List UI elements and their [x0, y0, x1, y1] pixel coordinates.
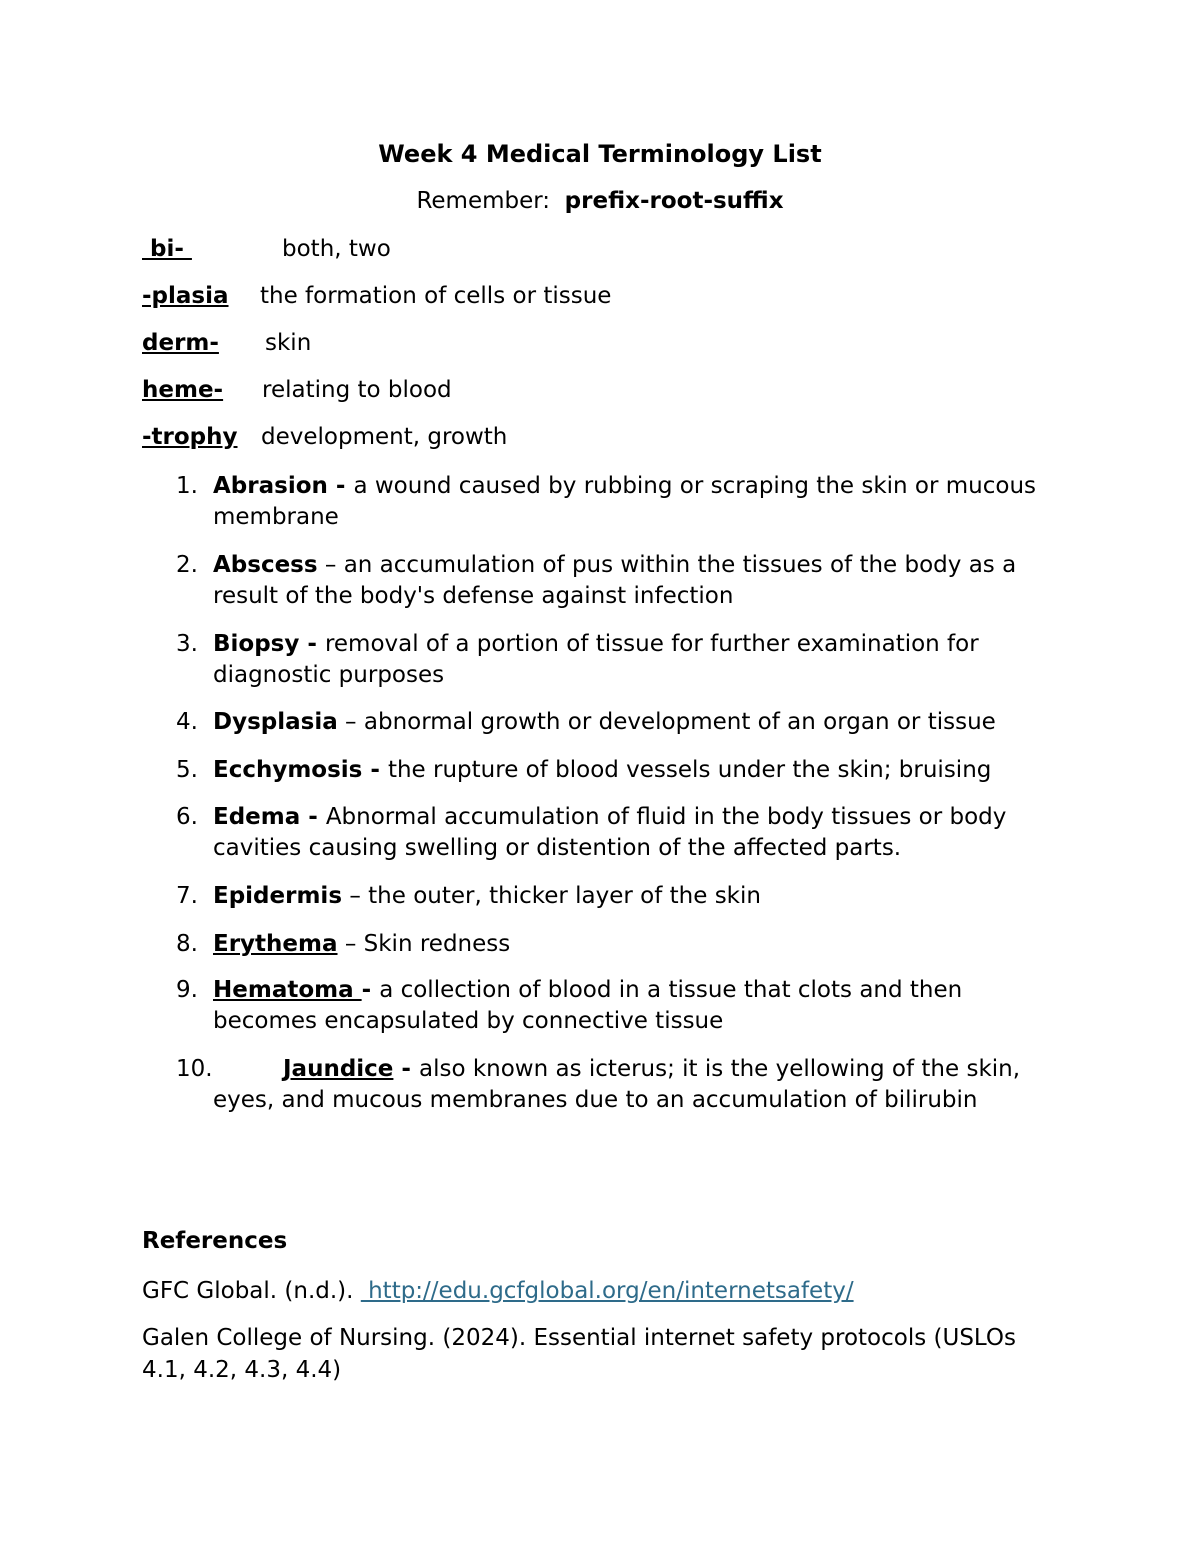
list-number: 9. — [176, 977, 198, 1003]
term-name: Dysplasia — [213, 709, 338, 735]
list-item-text — [213, 629, 1073, 691]
references-heading: References — [142, 1228, 288, 1254]
word-part-def: development, growth — [261, 424, 508, 450]
list-item-text — [213, 929, 1073, 960]
list-number: 3. — [176, 631, 198, 657]
list-number: 2. — [176, 552, 198, 578]
list-number: 7. — [176, 883, 198, 909]
word-part-def: the formation of cells or tissue — [260, 283, 612, 309]
term-separator: – — [337, 931, 364, 957]
term-definition: a collection of blood in a tissue that clots and then becomes encapsulated by connective tissue — [213, 977, 963, 1034]
subtitle-label: Remember: — [416, 188, 551, 214]
term-separator: – — [337, 709, 364, 735]
term-name: Jaundice — [283, 1056, 394, 1082]
term-name: Edema — [213, 804, 301, 830]
list-item-text — [213, 471, 1073, 533]
word-part-key: -plasia — [142, 283, 229, 309]
list-item-text — [213, 975, 1073, 1037]
term-definition: the rupture of blood vessels under the skin; bruising — [387, 757, 992, 783]
term-name: Epidermis — [213, 883, 343, 909]
term-definition: an accumulation of pus within the tissues of the body as a result of the body's defense against infection — [213, 552, 1017, 609]
reference-entry — [142, 1275, 1062, 1307]
reference-text: GFC Global. (n.d.). — [142, 1278, 361, 1304]
term-separator: - — [327, 473, 354, 499]
reference-link[interactable]: http://edu.gcfglobal.org/en/internetsafety/ — [360, 1278, 854, 1304]
term-definition: a wound caused by rubbing or scraping the skin or mucous membrane — [213, 473, 1037, 530]
term-definition: Skin redness — [363, 931, 511, 957]
list-number: 5. — [176, 757, 198, 783]
word-part-def: relating to blood — [262, 377, 452, 403]
list-number: 1. — [176, 473, 198, 499]
list-item-text — [213, 802, 1073, 864]
term-separator: - — [362, 757, 388, 783]
term-name: Abscess — [213, 552, 318, 578]
term-separator: - — [393, 1056, 419, 1082]
reference-text: Galen College of Nursing. (2024). Essential internet safety protocols (USLOs 4.1, 4.2, 4.3, 4.4) — [142, 1325, 1016, 1383]
list-item-text — [213, 1054, 1073, 1116]
list-item-text — [213, 707, 1073, 738]
term-definition: removal of a portion of tissue for further examination for diagnostic purposes — [213, 631, 979, 688]
list-number: 6. — [176, 804, 198, 830]
term-separator: – — [317, 552, 344, 578]
term-definition: the outer, thicker layer of the skin — [368, 883, 761, 909]
subtitle — [0, 188, 1200, 214]
term-definition: also known as icterus; it is the yellowing of the skin, eyes, and mucous membranes due to an accumulation of bilirubin — [213, 1056, 1021, 1113]
term-name: Erythema — [213, 931, 338, 957]
page-title: Week 4 Medical Terminology List — [378, 140, 822, 168]
word-part-key: derm- — [142, 330, 219, 356]
list-item-text — [213, 550, 1073, 612]
term-separator: - — [300, 804, 326, 830]
subtitle-value: prefix-root-suffix — [564, 188, 784, 214]
term-name: Biopsy — [213, 631, 300, 657]
list-item-text — [213, 755, 1073, 786]
term-separator: - — [361, 977, 380, 1003]
list-number: 8. — [176, 931, 198, 957]
term-definition: abnormal growth or development of an organ or tissue — [363, 709, 996, 735]
term-separator: – — [342, 883, 369, 909]
list-number: 10. — [176, 1056, 213, 1082]
word-part-key: bi- — [142, 236, 192, 262]
word-part-key: heme- — [142, 377, 224, 403]
term-name: Abrasion — [213, 473, 328, 499]
term-separator: - — [299, 631, 325, 657]
word-part-key: -trophy — [142, 424, 238, 450]
word-part-def: both, two — [282, 236, 391, 262]
term-name: Hematoma — [213, 977, 362, 1003]
term-definition: Abnormal accumulation of fluid in the body tissues or body cavities causing swelling or distention of the affected parts. — [213, 804, 1007, 861]
term-name: Ecchymosis — [213, 757, 363, 783]
list-number: 4. — [176, 709, 198, 735]
reference-entry — [142, 1322, 1062, 1386]
word-part-def: skin — [265, 330, 312, 356]
list-item-text — [213, 881, 1073, 912]
